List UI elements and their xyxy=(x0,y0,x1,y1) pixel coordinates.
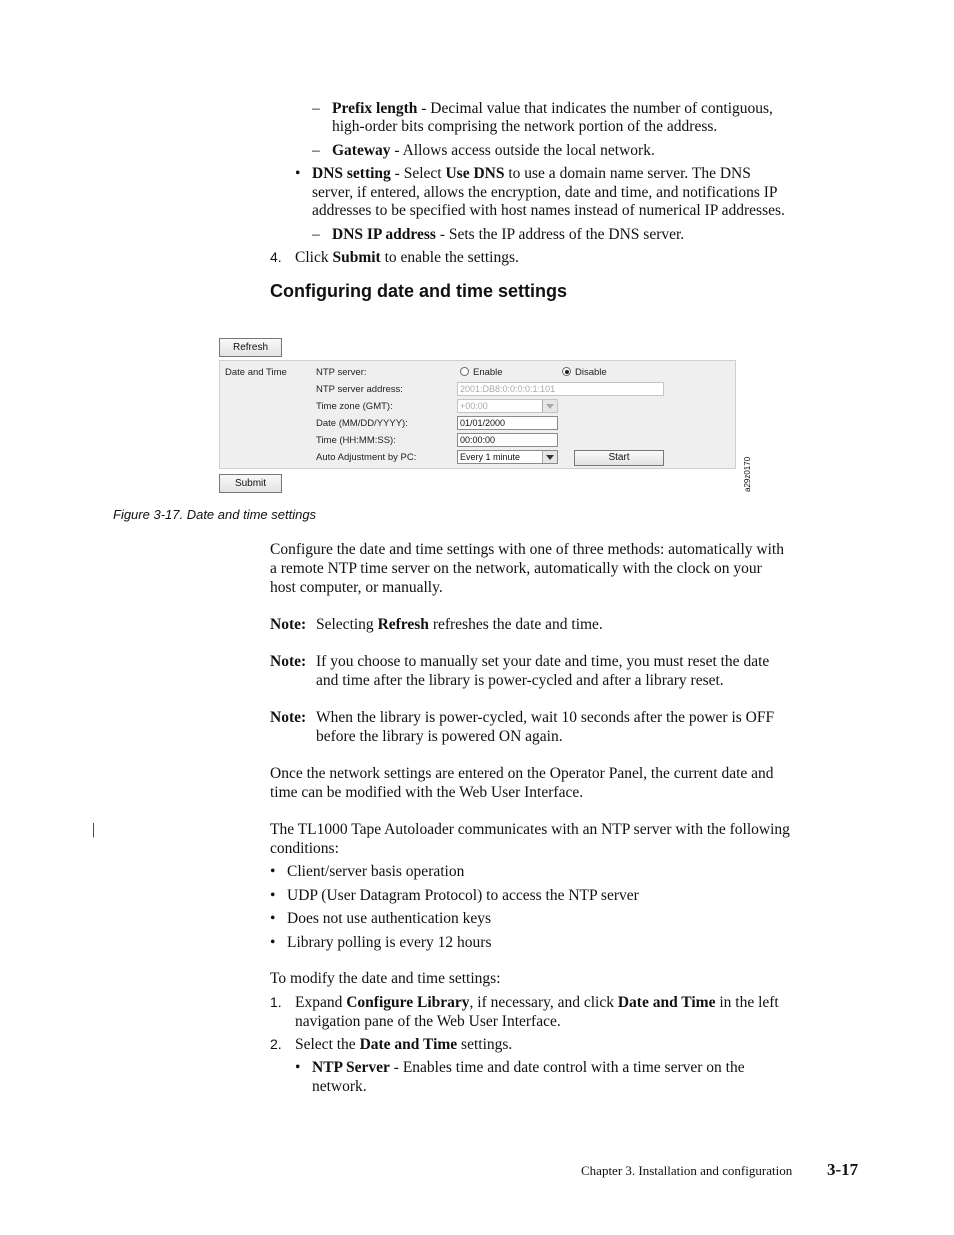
date-and-time-term: Date and Time xyxy=(617,994,716,1011)
dns-ip-term: DNS IP address xyxy=(332,226,436,243)
intro-paragraph xyxy=(270,540,784,597)
ntp-address-input[interactable]: 2001:DB8:0:0:0:0:1:101 xyxy=(457,382,664,396)
note-refresh xyxy=(270,615,603,634)
dash-bullet: – xyxy=(312,142,320,159)
paragraph-line-1: Once the network settings are entered on the Operator Panel, the current date and xyxy=(270,765,774,782)
note-power xyxy=(270,708,775,745)
note-label: Note: xyxy=(270,653,307,670)
list-item-text: UDP (User Datagram Protocol) to access the NTP server xyxy=(287,886,639,904)
bullet-dot: • xyxy=(295,165,301,182)
timezone-select[interactable] xyxy=(457,399,558,413)
step-number: 4. xyxy=(270,249,282,265)
date-and-time-term: Date and Time xyxy=(359,1036,458,1053)
page-number: 3-17 xyxy=(827,1160,859,1179)
disable-label: Disable xyxy=(575,367,607,378)
change-bar: | xyxy=(92,821,96,838)
intro-line-1: Configure the date and time settings with one of three methods: automatically with xyxy=(270,541,784,558)
paragraph-line-2: time can be modified with the Web User Interface. xyxy=(270,784,584,801)
figure-code: a29z0170 xyxy=(743,456,752,492)
dns-ip-text: - Sets the IP address of the DNS server. xyxy=(435,226,685,243)
note-label: Note: xyxy=(270,616,307,633)
intro-line-3: host computer, or manually. xyxy=(270,579,443,596)
ntp-server-text-2: network. xyxy=(312,1078,367,1095)
bullet-dot: • xyxy=(270,910,276,927)
time-input[interactable]: 00:00:00 xyxy=(457,433,558,447)
list-item xyxy=(270,886,639,910)
start-button[interactable]: Start xyxy=(574,450,664,466)
dns-setting-text-2: server, if entered, allows the encryption, date and time, and notifications IP xyxy=(312,184,778,201)
list-item xyxy=(270,933,492,957)
list-item xyxy=(270,909,492,933)
disable-radio[interactable] xyxy=(562,367,571,376)
chevron-down-icon xyxy=(542,400,557,412)
dns-setting-text-rest: to use a domain name server. The DNS xyxy=(504,165,751,182)
ntp-server-label: NTP server: xyxy=(316,367,367,378)
conditions-list xyxy=(270,862,639,956)
refresh-button[interactable]: Refresh xyxy=(219,338,282,357)
paragraph-line-2: conditions: xyxy=(270,840,339,857)
note-label: Note: xyxy=(270,709,307,726)
note-text-2: before the library is powered ON again. xyxy=(316,728,563,745)
bullet-dot: • xyxy=(295,1059,301,1076)
enable-radio[interactable] xyxy=(460,367,469,376)
date-time-figure xyxy=(219,338,752,498)
timezone-value: +00:00 xyxy=(460,401,488,411)
date-input[interactable]: 01/01/2000 xyxy=(457,416,558,430)
paragraph-line-1: The TL1000 Tape Autoloader communicates with an NTP server with the following xyxy=(270,821,790,838)
prefix-length-text: - Decimal value that indicates the number of contiguous, xyxy=(417,100,773,117)
submit-button[interactable]: Submit xyxy=(219,474,282,493)
step-text: Select the xyxy=(295,1036,360,1053)
note-manual xyxy=(270,652,770,689)
step-text-2: navigation pane of the Web User Interface. xyxy=(295,1013,561,1030)
operator-panel-paragraph xyxy=(270,764,774,802)
refresh-term: Refresh xyxy=(377,616,429,633)
intro-line-2: a remote NTP time server on the network, automatically with the clock on your xyxy=(270,560,762,577)
ntp-address-label: NTP server address: xyxy=(316,384,403,395)
configure-library-term: Configure Library xyxy=(346,994,470,1011)
date-time-panel xyxy=(219,360,736,469)
note-text-2: and time after the library is power-cycled and after a library reset. xyxy=(316,672,724,689)
step-text: Expand xyxy=(295,994,347,1011)
step-4-text-rest: to enable the settings. xyxy=(380,249,519,266)
list-item-text: Library polling is every 12 hours xyxy=(287,933,492,951)
gateway-text: - Allows access outside the local network. xyxy=(390,142,655,159)
dns-setting-text-3: addresses to be specified with host names instead of numerical IP addresses. xyxy=(312,202,785,219)
dash-bullet: – xyxy=(312,100,320,117)
step-4-text: Click xyxy=(295,249,333,266)
note-text: When the library is power-cycled, wait 10 seconds after the power is OFF xyxy=(316,709,775,726)
figure-caption: Figure 3-17. Date and time settings xyxy=(113,507,317,522)
prefix-length-term: Prefix length xyxy=(332,100,418,117)
footer-chapter: Chapter 3. Installation and configuration xyxy=(581,1163,793,1178)
note-text: Selecting xyxy=(316,616,378,633)
enable-label: Enable xyxy=(473,367,503,378)
note-text: If you choose to manually set your date and time, you must reset the date xyxy=(316,653,770,670)
time-label: Time (HH:MM:SS): xyxy=(316,435,396,446)
list-item-text: Client/server basis operation xyxy=(287,863,465,880)
auto-adjust-label: Auto Adjustment by PC: xyxy=(316,452,417,463)
step-text-mid: , if necessary, and click xyxy=(469,994,618,1011)
ntp-server-text: - Enables time and date control with a time server on the xyxy=(389,1059,745,1076)
use-dns-term: Use DNS xyxy=(445,165,505,182)
bullet-dot: • xyxy=(270,886,276,904)
bullet-dot: • xyxy=(270,933,276,951)
list-item xyxy=(270,862,465,886)
auto-adjust-select[interactable] xyxy=(457,450,558,464)
bullet-dot: • xyxy=(270,863,276,880)
ntp-server-term: NTP Server xyxy=(312,1059,390,1076)
step-number: 1. xyxy=(270,994,282,1010)
modify-intro: To modify the date and time settings: xyxy=(270,970,501,987)
step-text-rest: settings. xyxy=(457,1036,513,1053)
group-label: Date and Time xyxy=(225,367,287,378)
dash-bullet: – xyxy=(312,226,320,243)
date-label: Date (MM/DD/YYYY): xyxy=(316,418,408,429)
dns-setting-text: - Select xyxy=(390,165,446,182)
prefix-length-text-2: high-order bits comprising the network portion of the address. xyxy=(332,118,718,135)
section-title: Configuring date and time settings xyxy=(270,281,568,301)
timezone-label: Time zone (GMT): xyxy=(316,401,393,412)
ntp-paragraph xyxy=(270,820,790,858)
auto-adjust-value: Every 1 minute xyxy=(460,452,521,462)
step-text-rest: in the left xyxy=(715,994,779,1011)
gateway-term: Gateway xyxy=(332,142,391,159)
dns-setting-term: DNS setting xyxy=(312,165,391,182)
list-item-text: Does not use authentication keys xyxy=(287,910,492,927)
step-number: 2. xyxy=(270,1036,282,1052)
note-text-rest: refreshes the date and time. xyxy=(428,616,603,633)
submit-term: Submit xyxy=(332,249,381,266)
chevron-down-icon xyxy=(542,451,557,463)
